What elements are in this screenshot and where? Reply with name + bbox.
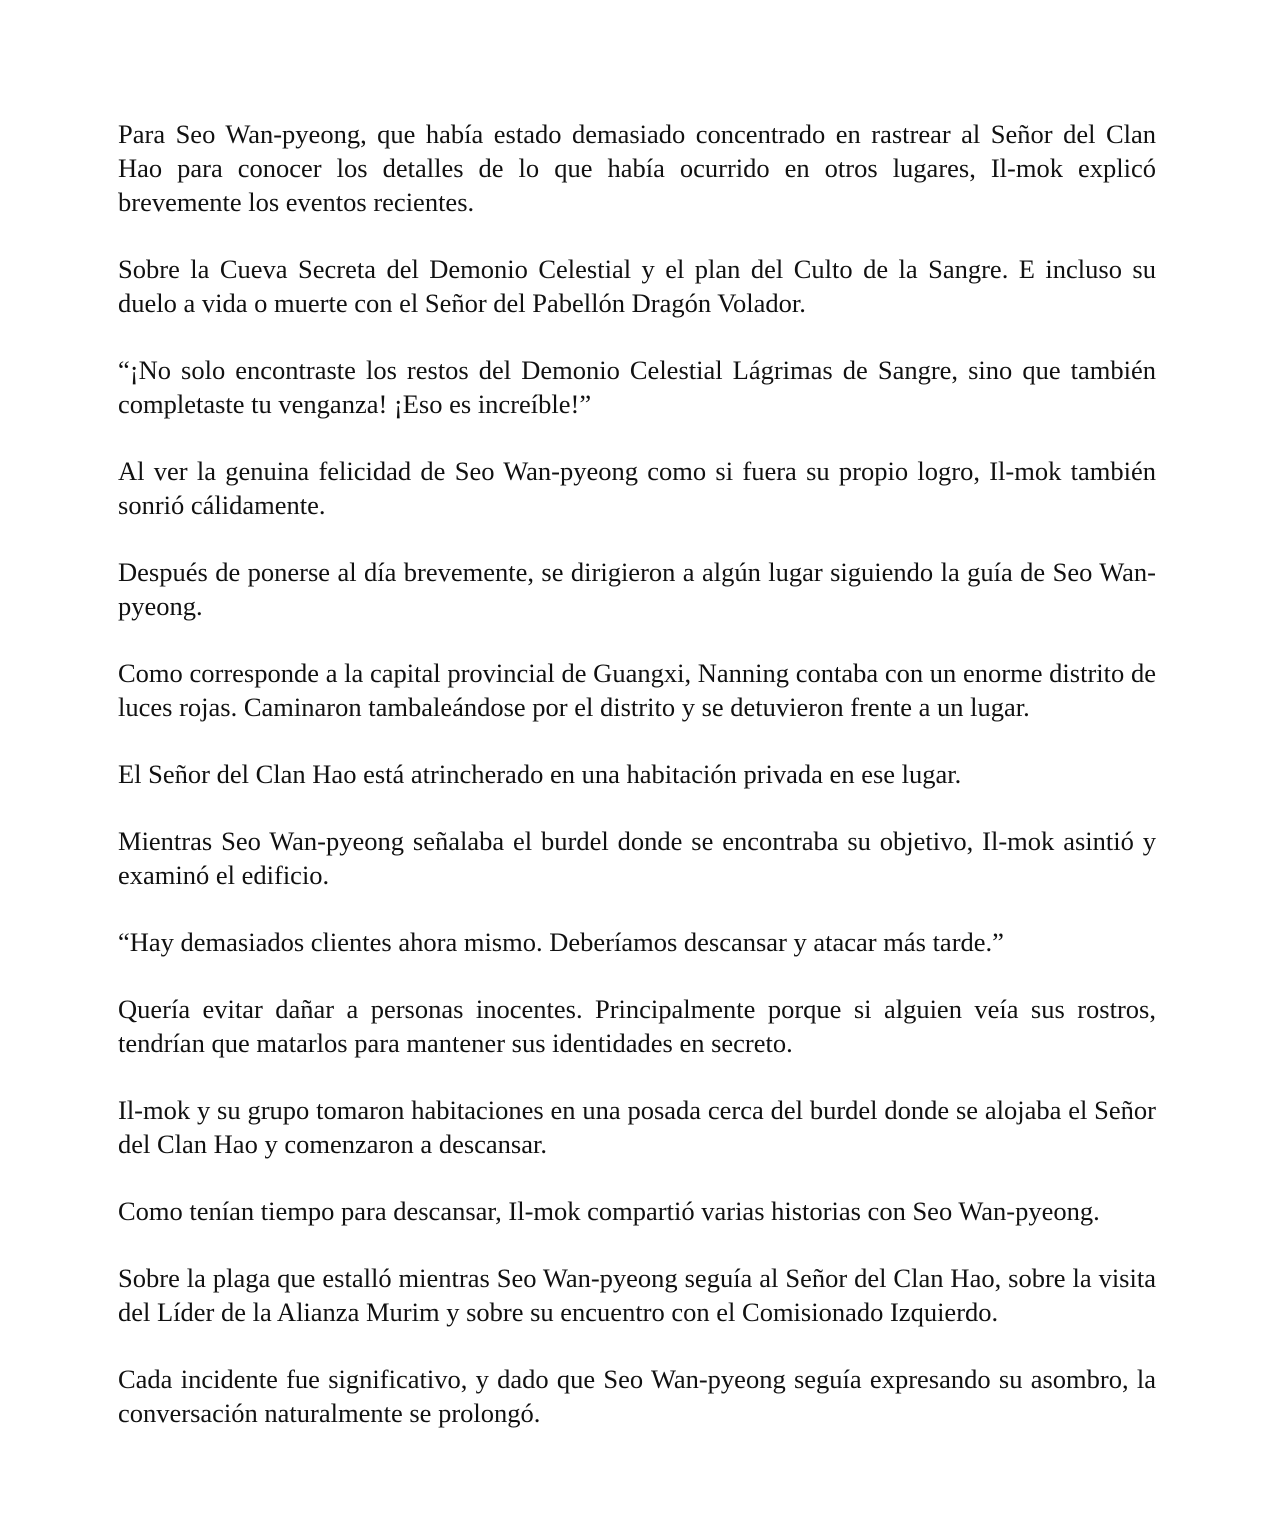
paragraph: Mientras Seo Wan-pyeong señalaba el burdel donde se encontraba su objetivo, Il-mok asintió y examinó el edificio. (118, 826, 1156, 890)
paragraph: Cada incidente fue significativo, y dado que Seo Wan-pyeong seguía expresando su asombro, la conversación naturalmente se prolongó. (118, 1364, 1156, 1428)
paragraph: “Hay demasiados clientes ahora mismo. Deberíamos descansar y atacar más tarde.” (118, 927, 1004, 957)
paragraph: “¡No solo encontraste los restos del Demonio Celestial Lágrimas de Sangre, sino que también completaste tu venganza! ¡Eso es increíble!” (118, 355, 1156, 419)
paragraph: Il-mok y su grupo tomaron habitaciones en una posada cerca del burdel donde se alojaba el Señor del Clan Hao y comenzaron a descansar. (118, 1095, 1156, 1159)
paragraph: Sobre la Cueva Secreta del Demonio Celestial y el plan del Culto de la Sangre. E incluso su duelo a vida o muerte con el Señor del Pabellón Dragón Volador. (118, 254, 1156, 318)
paragraph: Sobre la plaga que estalló mientras Seo Wan-pyeong seguía al Señor del Clan Hao, sobre la visita del Líder de la Alianza Murim y sobre su encuentro con el Comisionado Izquierdo. (118, 1263, 1156, 1327)
paragraph: Como corresponde a la capital provincial de Guangxi, Nanning contaba con un enorme distrito de luces rojas. Caminaron tambaleándose por el distrito y se detuvieron frente a un lugar. (118, 658, 1156, 722)
paragraph: Al ver la genuina felicidad de Seo Wan-pyeong como si fuera su propio logro, Il-mok también sonrió cálidamente. (118, 456, 1156, 520)
paragraph: Después de ponerse al día brevemente, se dirigieron a algún lugar siguiendo la guía de Seo Wan-pyeong. (118, 557, 1156, 621)
paragraph: Para Seo Wan-pyeong, que había estado demasiado concentrado en rastrear al Señor del Clan Hao para conocer los detalles de lo que había ocurrido en otros lugares, Il-mok explicó brevemente los eventos recientes. (118, 119, 1156, 217)
paragraph: Como tenían tiempo para descansar, Il-mok compartió varias historias con Seo Wan-pyeong. (118, 1196, 1100, 1226)
paragraph: El Señor del Clan Hao está atrincherado en una habitación privada en ese lugar. (118, 759, 962, 789)
paragraph: Quería evitar dañar a personas inocentes. Principalmente porque si alguien veía sus rostros, tendrían que matarlos para mantener sus identidades en secreto. (118, 994, 1156, 1058)
document-body (118, 117, 1156, 1463)
